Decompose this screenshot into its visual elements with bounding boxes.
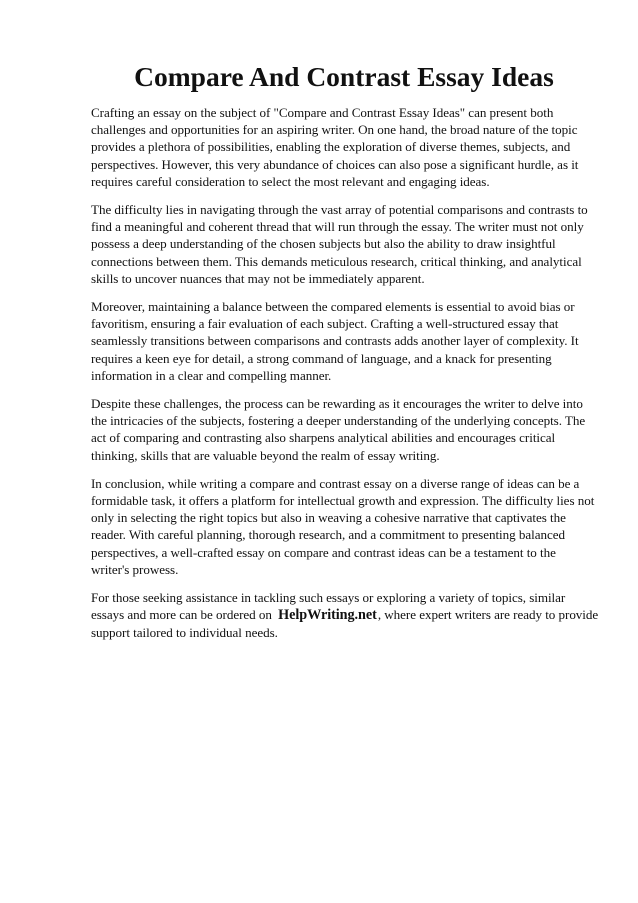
paragraph-line: the intricacies of the subjects, fostering a deeper understanding of the underlying concepts. The bbox=[91, 413, 586, 429]
paragraph-line: The difficulty lies in navigating through the vast array of potential comparisons and contrasts to bbox=[91, 202, 588, 218]
paragraph-line: favoritism, ensuring a fair evaluation of each subject. Crafting a well-structured essay that bbox=[91, 316, 559, 332]
paragraph-line: challenges and opportunities for an aspiring writer. On one hand, the broad nature of the topic bbox=[91, 122, 578, 138]
paragraph-line: formidable task, it offers a platform for intellectual growth and expression. The difficulty lies not bbox=[91, 493, 595, 509]
paragraph-line: For those seeking assistance in tackling such essays or exploring a variety of topics, similar bbox=[91, 590, 566, 606]
paragraph-line: skills to uncover nuances that may not be immediately apparent. bbox=[91, 270, 425, 286]
paragraph-line: support tailored to individual needs. bbox=[91, 625, 278, 641]
paragraph-5 bbox=[91, 475, 599, 578]
paragraph-line: Despite these challenges, the process can be rewarding as it encourages the writer to delve into bbox=[91, 396, 583, 412]
paragraph-line: In conclusion, while writing a compare and contrast essay on a diverse range of ideas can be a bbox=[91, 475, 580, 491]
paragraph-line: Crafting an essay on the subject of "Compare and Contrast Essay Ideas" can present both bbox=[91, 105, 554, 120]
closing-text-after-link: , where expert writers are ready to provide bbox=[377, 607, 599, 623]
closing-text-before-link: essays and more can be ordered on bbox=[91, 607, 272, 623]
helpwriting-link[interactable]: HelpWriting.net bbox=[278, 607, 377, 624]
paragraph-line: possess a deep understanding of the chosen subjects but also the ability to draw insightful bbox=[91, 236, 556, 252]
paragraph-line: connections between them. This demands meticulous research, critical thinking, and analytical bbox=[91, 253, 582, 269]
paragraph-line: only in selecting the right topics but also in weaving a cohesive narrative that captivates the bbox=[91, 510, 566, 526]
paragraph-line: act of comparing and contrasting also sharpens analytical abilities and encourages critical bbox=[91, 430, 556, 446]
paragraph-line-with-link bbox=[91, 606, 599, 624]
paragraph-4 bbox=[91, 395, 599, 464]
paragraph-line: reader. With careful planning, thorough research, and a commitment to presenting balanced bbox=[91, 527, 565, 543]
paragraph-1 bbox=[91, 104, 599, 190]
paragraph-line: information in a clear and compelling manner. bbox=[91, 367, 332, 383]
paragraph-line: seamlessly transitions between comparisons and contrasts adds another layer of complexity. It bbox=[91, 333, 579, 349]
paragraph-line: perspectives. However, this very abundance of choices can also pose a significant hurdle, as it bbox=[91, 156, 579, 172]
paragraph-line: writer's prowess. bbox=[91, 561, 179, 577]
paragraph-line: Moreover, maintaining a balance between the compared elements is essential to avoid bias or bbox=[91, 299, 575, 315]
paragraph-line: provides a plethora of possibilities, enabling the exploration of diverse themes, subjects, and bbox=[91, 139, 571, 155]
paragraph-line: find a meaningful and coherent thread that will run through the essay. The writer must not only bbox=[91, 219, 584, 235]
paragraph-line: perspectives, a well-crafted essay on compare and contrast ideas can be a testament to the bbox=[91, 544, 556, 560]
paragraph-line: requires a keen eye for detail, a strong command of language, and a knack for presenting bbox=[91, 350, 552, 366]
paragraph-2 bbox=[91, 201, 599, 287]
essay-body bbox=[91, 104, 599, 653]
paragraph-line: thinking, skills that are valuable beyond the realm of essay writing. bbox=[91, 447, 440, 463]
paragraph-line: requires careful consideration to select the most relevant and engaging ideas. bbox=[91, 173, 490, 189]
paragraph-3 bbox=[91, 298, 599, 384]
page-title: Compare And Contrast Essay Ideas bbox=[134, 61, 554, 92]
closing-paragraph bbox=[91, 589, 599, 642]
